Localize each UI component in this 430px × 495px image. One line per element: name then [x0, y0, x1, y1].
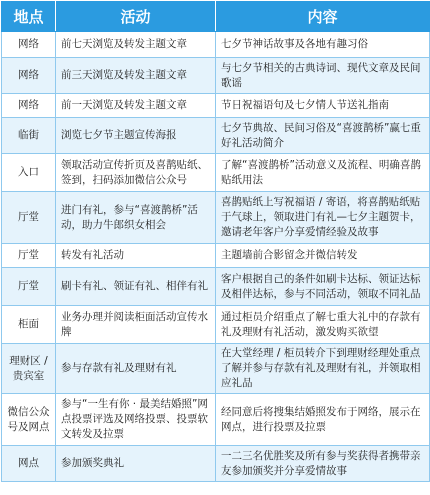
cell-activity: 前七天浏览及转发主题文章 [56, 32, 216, 58]
cell-activity: 参加颁奖典礼 [56, 446, 216, 482]
table-row [2, 154, 430, 192]
cell-location: 厅堂 [2, 192, 56, 244]
cell-activity: 进门有礼，参与“喜渡鹊桥”活动，助力牛郎织女相会 [56, 192, 216, 244]
cell-location: 临街 [2, 118, 56, 154]
cell-content: 经同意后将搜集结婚照发布于网络，展示在网点，进行投票及拉票 [216, 394, 430, 446]
cell-activity: 业务办理并阅读柜面活动宣传水牌 [56, 306, 216, 344]
cell-location: 网点 [2, 446, 56, 482]
table-row [2, 446, 430, 482]
table-row [2, 268, 430, 306]
table-row [2, 344, 430, 394]
table-row [2, 244, 430, 268]
cell-activity: 领取活动宣传折页及喜鹊贴纸、签到，扫码添加微信公众号 [56, 154, 216, 192]
cell-activity: 转发有礼活动 [56, 244, 216, 268]
cell-content: 节日祝福语句及七夕情人节送礼指南 [216, 94, 430, 118]
cell-content: 了解“喜渡鹊桥”活动意义及流程、明确喜鹊贴纸用法 [216, 154, 430, 192]
cell-activity: 参与存款有礼及理财有礼 [56, 344, 216, 394]
header-content: 内容 [216, 2, 430, 32]
cell-location: 厅堂 [2, 244, 56, 268]
cell-location: 微信公众号及网点 [2, 394, 56, 446]
table-row [2, 192, 430, 244]
cell-content: 喜鹊贴纸上写祝福语 / 寄语，将喜鹊贴纸贴于气球上，领取进门有礼—七夕主题贺卡，邀请老年客户分享爱情经验及故事 [216, 192, 430, 244]
header-activity: 活动 [56, 2, 216, 32]
activity-table [1, 1, 430, 482]
header-location: 地点 [2, 2, 56, 32]
table-row [2, 394, 430, 446]
cell-content: 与七夕节相关的古典诗词、现代文章及民间歌谣 [216, 58, 430, 94]
cell-activity: 前一天浏览及转发主题文章 [56, 94, 216, 118]
cell-location: 入口 [2, 154, 56, 192]
cell-location: 网络 [2, 94, 56, 118]
cell-content: 主题墙前合影留念并微信转发 [216, 244, 430, 268]
table-row [2, 58, 430, 94]
table-row [2, 118, 430, 154]
cell-activity: 刷卡有礼、领证有礼、相伴有礼 [56, 268, 216, 306]
cell-activity: 浏览七夕节主题宣传海报 [56, 118, 216, 154]
activity-schedule [1, 1, 429, 494]
table-row [2, 32, 430, 58]
cell-activity: 参与“一生有你 · 最美结婚照”网点投票评选及网络投票、投票软文转发及拉票 [56, 394, 216, 446]
cell-location: 网络 [2, 58, 56, 94]
table-row [2, 306, 430, 344]
cell-content: 客户根据自己的条件如刷卡达标、领证达标及相伴达标，参与不同活动，领取不同礼品 [216, 268, 430, 306]
cell-content: 在大堂经理 / 柜员转介下到理财经理处重点了解并参与存款有礼及理财有礼，并领取相应礼品 [216, 344, 430, 394]
cell-location: 理财区 / 贵宾室 [2, 344, 56, 394]
cell-location: 网络 [2, 32, 56, 58]
cell-content: 一二三名优胜奖及所有参与奖获得者携带亲友参加颁奖并分享爱情故事 [216, 446, 430, 482]
cell-location: 厅堂 [2, 268, 56, 306]
table-header-row [2, 2, 430, 32]
cell-content: 七夕节神话故事及各地有趣习俗 [216, 32, 430, 58]
cell-content: 通过柜员介绍重点了解七重大礼中的存款有礼及理财有礼活动，激发购买欲望 [216, 306, 430, 344]
table-row [2, 94, 430, 118]
cell-activity: 前三天浏览及转发主题文章 [56, 58, 216, 94]
cell-location: 柜面 [2, 306, 56, 344]
cell-content: 七夕节典故、民间习俗及“喜渡鹊桥”赢七重好礼活动简介 [216, 118, 430, 154]
